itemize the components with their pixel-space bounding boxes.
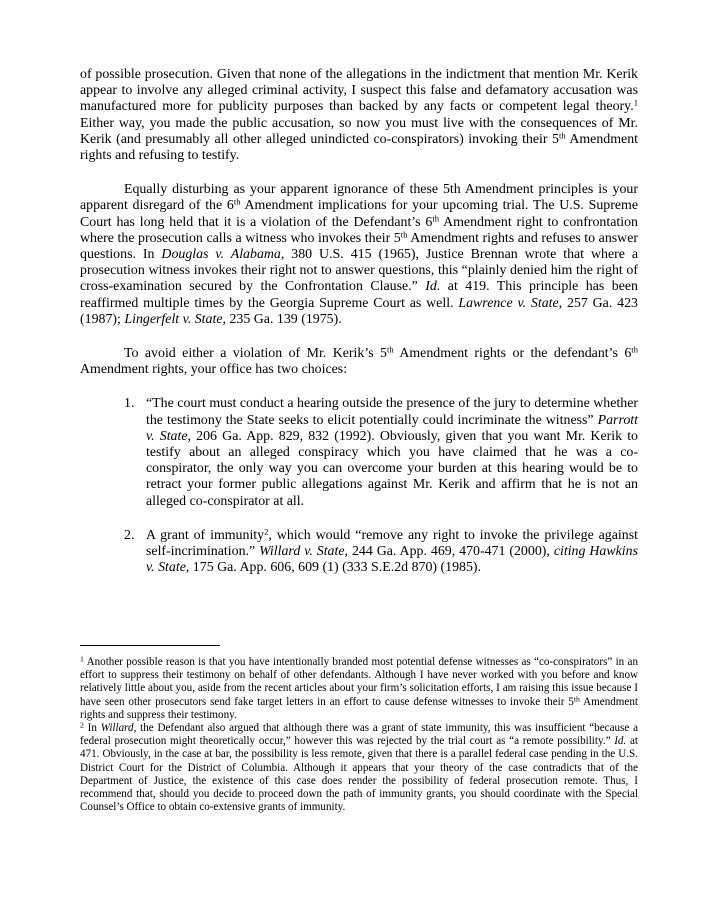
paragraph-text: of possible prosecution. Given that none of the allegations in the indictment that mention Mr. Kerik appear to involve any alleged criminal activity, I suspect this false and defamatory accusation was manufactured more for publicity purposes than backed by any facts or competent legal theory. [80, 67, 638, 115]
paragraph-sixth-amendment [80, 182, 638, 328]
list-item-text: , 206 Ga. App. 829, 832 (1992). Obviously, given that you want Mr. Kerik to testify about an alleged conspiracy which you have claimed that he was a co-conspirator, the only way you can overcome your burden at this hearing would be to retract your former public allegations against Mr. Kerik and affirm that he is not an alleged co-conspirator at all. [146, 428, 639, 509]
paragraph-text: Amendment rights and refusing to testify. [80, 131, 638, 164]
ordinal-suffix: th [233, 196, 241, 207]
case-citation: citing Hawkins v. State [146, 544, 638, 576]
footnote-ref-2: 2 [264, 526, 269, 537]
case-citation: Willard [100, 722, 134, 735]
list-number: 2. [124, 527, 135, 543]
ordinal-suffix: th [573, 694, 580, 704]
paragraph-text: , 235 Ga. 139 (1975). [222, 311, 342, 327]
paragraph-continuation [80, 67, 638, 164]
list-item-text: , 244 Ga. App. 469, 470-471 (2000), [344, 544, 554, 560]
footnote-separator [80, 645, 220, 646]
list-item-text: , which would “remove any right to invoke the privilege against self-incrimination.” [146, 527, 638, 560]
ordinal-suffix: th [386, 344, 394, 355]
list-item [80, 528, 638, 577]
ordinal-suffix: th [432, 212, 440, 223]
footnote-text: In [83, 722, 101, 735]
list-item [80, 396, 638, 509]
list-number: 1. [124, 396, 135, 412]
paragraph-text: Equally disturbing as your apparent ignorance of these 5th Amendment principles is your apparent disregard of the 6 [80, 182, 638, 214]
citation-id: Id. [614, 735, 627, 748]
case-citation: Lingerfelt v. State [124, 311, 223, 327]
footnote-text: Another possible reason is that you have intentionally branded most potential defense witnesses as “co-conspirators” in an effort to suppress their testimony on behalf of other defendants. Although I have never worked with you before and know relatively little about you, aside from the recent articles about your firm’s solicitation efforts, I am raising this issue because I have seen other prosecutors send fake target letters in an effort to cause defense witnesses to invoke their 5 [80, 656, 638, 708]
list-item-text: , 175 Ga. App. 606, 609 (1) (333 S.E.2d 870) (1985). [185, 560, 482, 576]
paragraph-text: , 257 Ga. 423 (1987); [80, 295, 638, 327]
paragraph-text: Amendment rights or the defendant’s 6 [393, 346, 632, 362]
footnote-text: , the Defendant also argued that although there was a grant of state immunity, this was insufficient “because a federal prosecution might theoretically occur,” however this was rejected by the trial court as “a remote possibility.” [80, 722, 638, 748]
list-item-text: “The court must conduct a hearing outside the presence of the jury to determine whether the testimony the State seeks to elicit potentially could incriminate the witness” [146, 396, 638, 428]
paragraph-text: at 419. This principle has been reaffirmed multiple times by the Georgia Supreme Court as well. [80, 279, 638, 311]
case-citation: Willard v. State [259, 544, 345, 560]
footnotes [80, 656, 638, 814]
case-citation: Lawrence v. State [458, 295, 559, 311]
citation-id: Id. [425, 279, 441, 295]
footnote-number: 1 [80, 654, 84, 664]
case-citation: Douglas v. Alabama [161, 247, 281, 263]
choices-list [80, 396, 638, 576]
paragraph-text: Amendment implications for your upcoming trial. The U.S. Supreme Court has long held that it is a violation of the Defendant’s 6 [80, 198, 638, 230]
paragraph-text: Amendment rights and refuses to answer questions. In [80, 230, 638, 263]
footnote-text: at 471. Obviously, in the case at bar, the possibility is less remote, given that there is a parallel federal case pending in the U.S. District Court for the District of Columbia. Although it appears that your theory of the case contradicts that of the Department of Justice, the existence of this case does render the possibility of federal prosecution remote. Thus, I recommend that, should you decide to proceed down the path of immunity grants, you should coordinate with the Special Counsel’s Office to obtain co-extensive grants of immunity. [80, 735, 638, 814]
paragraph-text: Amendment right to confrontation where the prosecution calls a witness who invokes their 5 [80, 214, 638, 246]
footnote-ref-1: 1 [633, 97, 638, 108]
footnote-number: 2 [80, 720, 84, 730]
ordinal-suffix: th [558, 130, 566, 141]
paragraph-text: Amendment rights, your office has two choices: [80, 362, 348, 378]
letter-body [80, 67, 638, 594]
case-citation: Parrott v. State [146, 412, 638, 444]
paragraph-two-choices [80, 346, 638, 378]
paragraph-text: , 380 U.S. 415 (1965), Justice Brennan wrote that where a prosecution witness invokes their right not to answer questions, this “plainly denied him the right of cross-examination secured by the Confrontation Clause.” [80, 247, 639, 295]
list-item-text: A grant of immunity [146, 527, 265, 543]
footnote-1 [80, 656, 638, 722]
ordinal-suffix: th [400, 229, 408, 240]
paragraph-text: To avoid either a violation of Mr. Kerik’s 5 [124, 346, 387, 362]
ordinal-suffix: th [631, 344, 638, 355]
paragraph-text: Either way, you made the public accusation, so now you must live with the consequences of Mr. Kerik (and presumably all other alleged unindicted co-conspirators) invoking their 5 [80, 115, 638, 147]
footnote-2 [80, 722, 638, 814]
footnote-text: Amendment rights and suppress their testimony. [80, 695, 638, 721]
